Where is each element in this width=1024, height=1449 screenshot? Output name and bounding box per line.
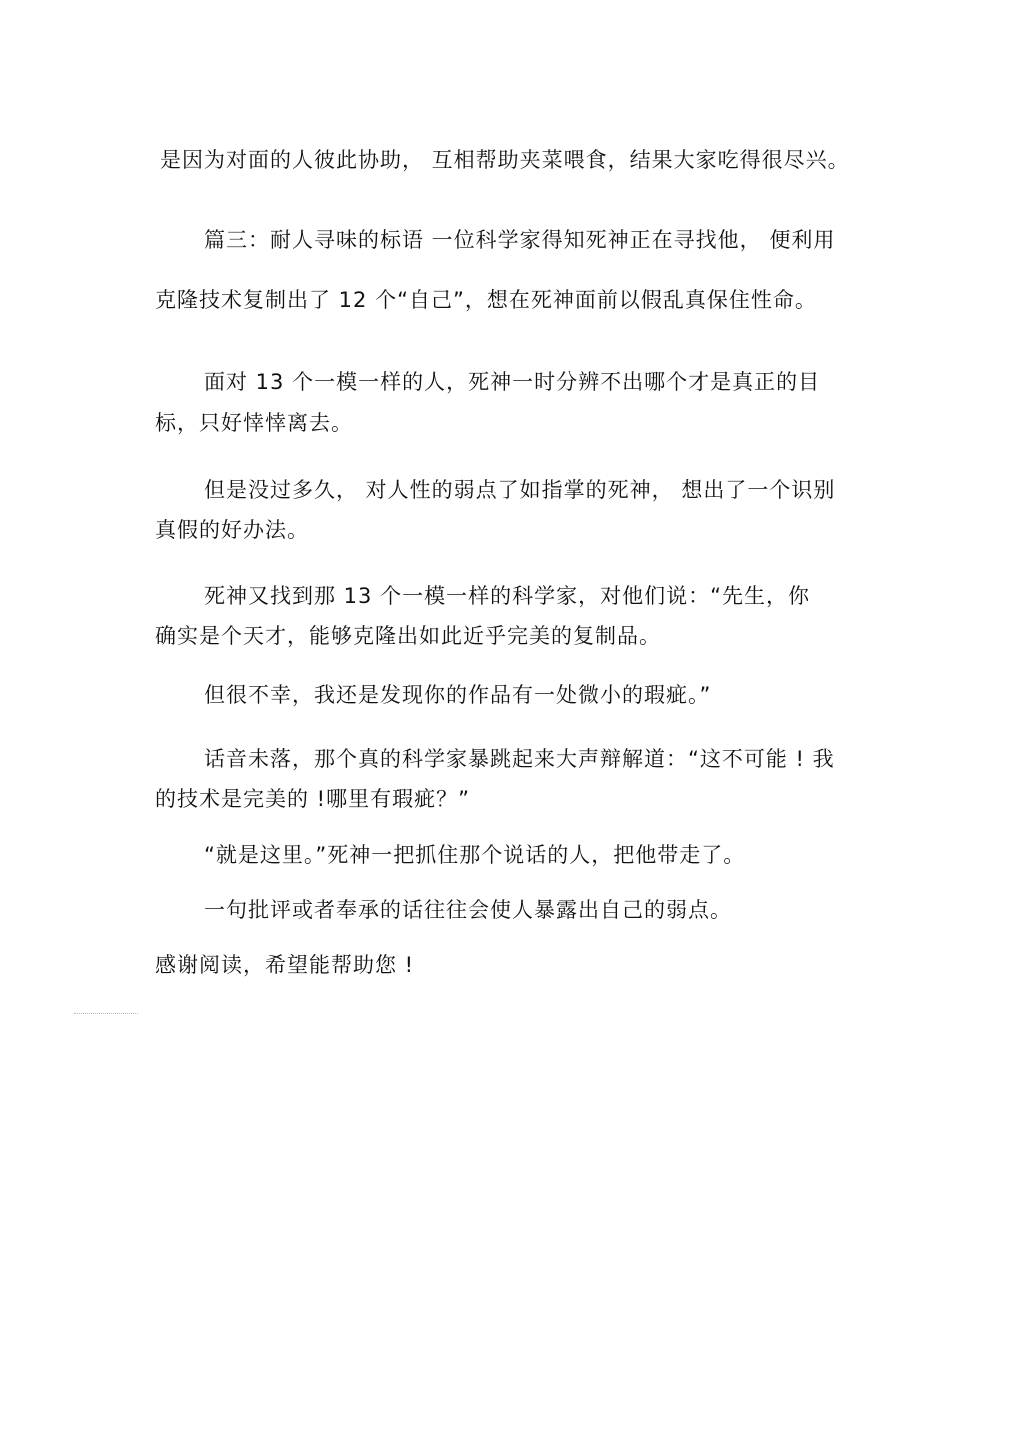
paragraph-5-line-1: 死神又找到那 13 个一模一样的科学家，对他们说：“先生，你 <box>204 584 810 608</box>
paragraph-2-line-2: 克隆技术复制出了 12 个“自己”，想在死神面前以假乱真保住性命。 <box>155 288 817 312</box>
paragraph-7-line-1: 话音未落，那个真的科学家暴跳起来大声辩解道：“这不可能 ! 我 <box>204 747 835 771</box>
paragraph-2-line-1: 篇三：耐人寻味的标语 一位科学家得知死神正在寻找他， 便利用 <box>204 228 836 252</box>
paragraph-6-line-1: 但很不幸，我还是发现你的作品有一处微小的瑕疵。” <box>204 683 712 707</box>
paragraph-4-line-2: 真假的好办法。 <box>155 518 309 542</box>
paragraph-4-line-1: 但是没过多久， 对人性的弱点了如指掌的死神， 想出了一个识别 <box>204 478 836 502</box>
paragraph-5-line-2: 确实是个天才，能够克隆出如此近乎完美的复制品。 <box>155 624 661 648</box>
dotted-divider <box>74 1013 138 1014</box>
paragraph-1-line-1: 是因为对面的人彼此协助， 互相帮助夹菜喂食，结果大家吃得很尽兴。 <box>160 148 850 172</box>
paragraph-9-line-1: 一句批评或者奉承的话往往会使人暴露出自己的弱点。 <box>204 898 732 922</box>
paragraph-7-line-2: 的技术是完美的 !哪里有瑕疵？” <box>155 787 470 811</box>
closing-line: 感谢阅读，希望能帮助您 ! <box>155 953 415 977</box>
paragraph-3-line-1: 面对 13 个一模一样的人，死神一时分辨不出哪个才是真正的目 <box>204 370 821 394</box>
paragraph-3-line-2: 标，只好悻悻离去。 <box>155 411 353 435</box>
paragraph-8-line-1: “就是这里。”死神一把抓住那个说话的人，把他带走了。 <box>204 843 746 867</box>
